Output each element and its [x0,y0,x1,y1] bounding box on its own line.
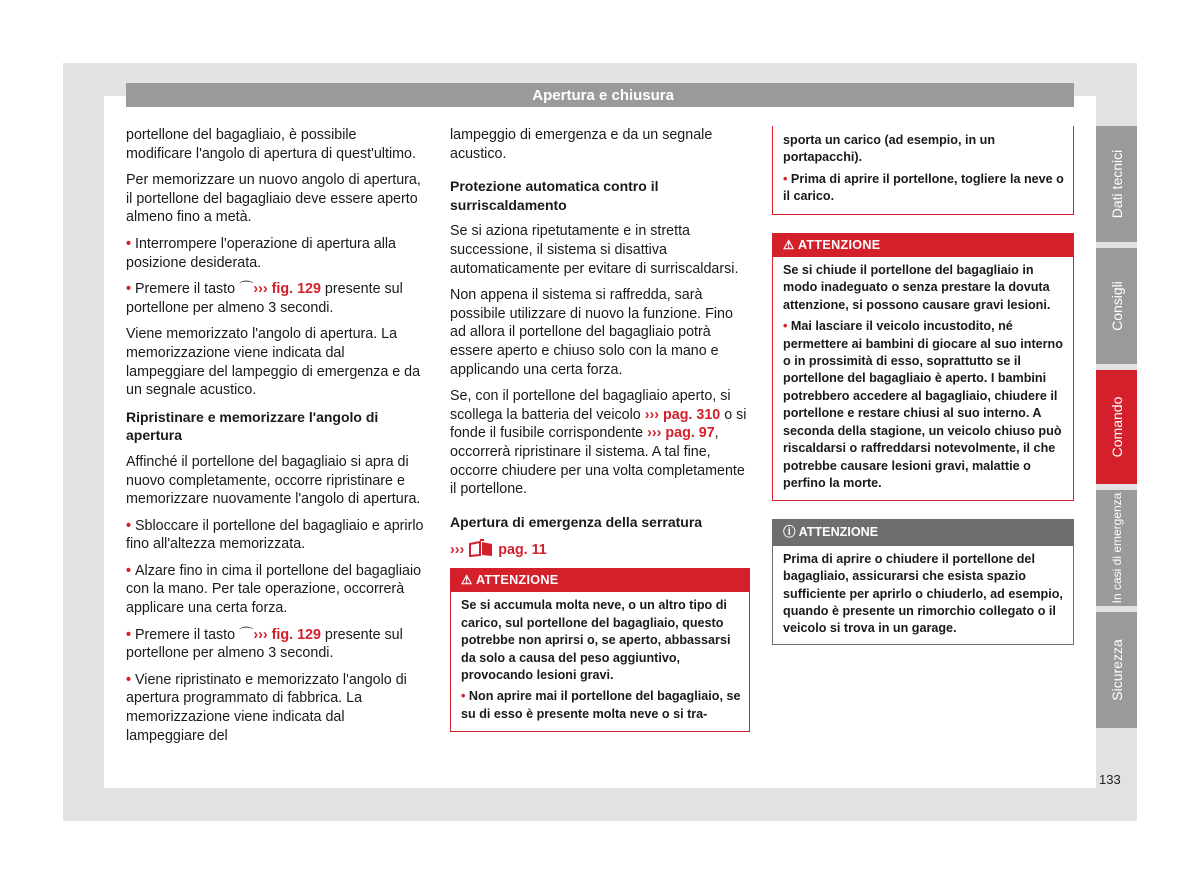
tab-dati-tecnici[interactable]: Dati tecnici [1096,126,1137,242]
column-1 [126,126,426,753]
tab-comando[interactable]: Comando [1096,370,1137,484]
trunk-key-icon: ⌒ [239,281,254,298]
section-header: Apertura e chiusura [126,83,1074,107]
info-circle-icon: ⓘ [783,525,796,540]
column-3 [772,126,1074,645]
paragraph: Affinché il portellone del bagagliaio si apra di nuovo completamente, occorre ripristinare e memorizzare nuovamente l'angolo di apertura. [126,453,421,508]
warning-box [772,233,1074,502]
ref-arrow-icon: ››› [253,626,268,643]
book-icon [468,539,494,557]
page-link[interactable]: pag. 310 [663,406,721,423]
page-link[interactable]: pag. 11 [498,542,547,559]
column-2 [450,126,750,732]
warning-text: Se si chiude il portellone del bagagliaio in modo inadeguato o senza prestare la dovuta attenzione, si possono causare gravi lesioni. [783,263,1051,312]
ref-arrow-icon: ››› [253,281,268,298]
ref-arrow-icon: ››› [450,542,465,559]
trunk-key-icon: ⌒ [239,626,254,643]
note-header: ⓘ ATTENZIONE [773,520,1073,545]
warning-bullet: • Prima di aprire il portellone, togliere la neve o il carico. [783,171,1065,206]
paragraph: Se si aziona ripetutamente e in stretta successione, il sistema si disattiva automaticamente per evitare di surriscaldarsi. [450,223,739,277]
warning-text: Se si accumula molta neve, o un altro tipo di carico, sul portellone del bagagliaio, questo potrebbe non aprirsi o, se aperto, abbassarsi da solo a causa del peso aggiuntivo, provocando lesioni gravi. [461,598,731,682]
subheading: Protezione automatica contro il surriscaldamento [450,178,659,213]
warning-header: ⚠ ATTENZIONE [451,569,749,592]
ref-arrow-icon: ››› [644,406,660,423]
figure-link[interactable]: fig. 129 [271,281,321,298]
tab-in-casi-di-emergenza[interactable]: In casi di emergenza [1096,490,1137,606]
warning-box-continued [772,126,1074,215]
warning-bullet: • Mai lasciare il veicolo incustodito, né permettere ai bambini di giocare al suo interno o in prossimità di esso, soprattutto se il portellone del bagagliaio è aperto. I bambini potrebbero accedere al bagagliaio, chiudere il portellone e restare chiusi al suo interno. A seconda della stagione, un veicolo chiuso può riscaldarsi o raffreddarsi notevolmente, il che potrebbe causare lesioni gravi, malattie o perfino la morte. [783,318,1065,492]
paragraph: portellone del bagagliaio, è possibile modificare l'angolo di apertura di quest'ultimo. [126,127,416,162]
bullet-item: • Viene ripristinato e memorizzato l'angolo di apertura programmato di fabbrica. La memorizzazione viene indicata dal lampeggiare del [126,671,426,745]
tab-consigli[interactable]: Consigli [1096,248,1137,364]
figure-link[interactable]: fig. 129 [271,626,321,643]
warning-bullet: • Non aprire mai il portellone del bagagliaio, se su di esso è presente molta neve o si tra- [461,688,741,723]
paragraph: Se, con il portellone del bagagliaio aperto, si scollega la batteria del veicolo ››› pag. 310 o si fonde il fusibile corrispondente ››› pag. 97, occorrerà ripristinare il sistema. A tal fine, occorre chiudere per una volta completamente il portellone. [450,388,747,498]
paragraph: lampeggio di emergenza e da un segnale acustico. [450,127,713,162]
warning-header: ⚠ ATTENZIONE [773,234,1073,257]
bullet-item: • Alzare fino in cima il portellone del bagagliaio con la mano. Per tale operazione, occorrerà applicare una certa forza. [126,562,426,618]
subheading: Apertura di emergenza della serratura [450,513,703,530]
tab-sicurezza[interactable]: Sicurezza [1096,612,1137,728]
bullet-item: • Interrompere l'operazione di apertura alla posizione desiderata. [126,235,426,272]
warning-text: sporta un carico (ad esempio, in un portapacchi). [783,133,996,165]
bullet-item: • Premere il tasto ⌒››› fig. 129 presente sul portellone per almeno 3 secondi. [126,626,426,663]
bullet-item: • Premere il tasto ⌒››› fig. 129 presente sul portellone per almeno 3 secondi. [126,280,426,317]
bullet-item: • Sbloccare il portellone del bagagliaio e aprirlo fino all'altezza memorizzata. [126,517,426,554]
paragraph: Per memorizzare un nuovo angolo di apertura, il portellone del bagagliaio deve essere aperto almeno fino a metà. [126,172,421,226]
emergency-ref [450,539,750,560]
note-text: Prima di aprire o chiudere il portellone del bagagliaio, assicurarsi che esista spazio sufficiente per aprirlo o chiuderlo, ad esempio, quando è presente un rimorchio collegato o il veicolo si trova in un garage. [783,551,1063,636]
subheading: Ripristinare e memorizzare l'angolo di apertura [126,408,379,444]
paragraph: Viene memorizzato l'angolo di apertura. La memorizzazione viene indicata dal lampeggiare del lampeggio di emergenza e da un segnale acustico. [126,326,421,399]
page-link[interactable]: pag. 97 [665,425,715,442]
warning-triangle-icon: ⚠ [461,572,473,587]
note-box [772,519,1074,644]
ref-arrow-icon: ››› [647,425,662,442]
warning-box [450,568,750,732]
page-number: 133 [1099,772,1121,787]
paragraph: Non appena il sistema si raffredda, sarà possibile utilizzare di nuovo la funzione. Fino ad allora il portellone del bagagliaio potrà essere aperto e chiuso solo con la mano e applicando una certa forza. [450,287,733,378]
warning-triangle-icon: ⚠ [783,237,795,252]
